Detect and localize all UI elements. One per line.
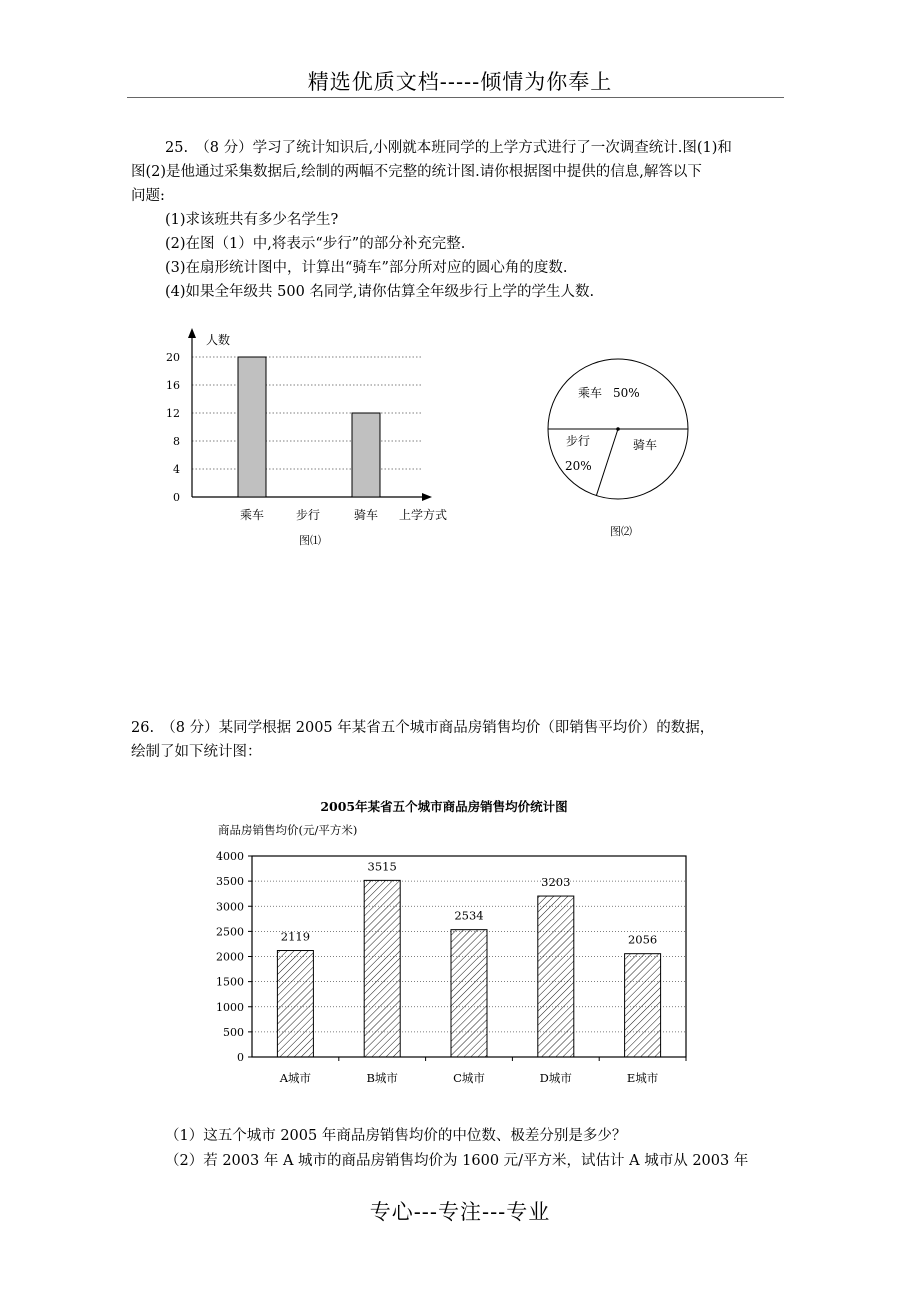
q25-sub3: (3)在扇形统计图中，计算出“骑车”部分所对应的圆心角的度数.	[165, 260, 568, 276]
x-axis-arrow	[422, 493, 432, 501]
q25-sub2: (2)在图（1）中,将表示“步行”的部分补充完整.	[165, 236, 466, 252]
x-axis-label: 上学方式	[399, 508, 448, 522]
data-label: 2534	[454, 908, 484, 923]
q25-sub1: (1)求该班共有多少名学生?	[165, 212, 339, 228]
q26-sub1: （1）这五个城市 2005 年商品房销售均价的中位数、极差分别是多少？	[165, 1128, 627, 1144]
header-rule	[127, 97, 784, 98]
q26-sub2: （2）若 2003 年 A 城市的商品房销售均价为 1600 元/平方米，试估计 A 城市从 2003 年	[165, 1153, 749, 1169]
chart-caption: 图⑴	[299, 534, 321, 547]
x-tick-label: B城市	[366, 1071, 398, 1085]
page-header: 精选优质文档-----倾情为你奉上	[307, 70, 613, 94]
x-tick-label: 骑车	[353, 508, 379, 522]
y-tick-label: 8	[173, 435, 180, 448]
y-tick-label: 0	[237, 1051, 244, 1064]
y-tick-label: 20	[166, 351, 180, 364]
slice-percent: 50%	[613, 386, 640, 400]
y-axis-arrow	[188, 328, 196, 338]
q25-sub4: (4)如果全年级共 500 名同学,请你估算全年级步行上学的学生人数.	[165, 284, 595, 300]
pie-center	[616, 427, 620, 431]
y-axis-label: 商品房销售均价(元/平方米)	[218, 823, 358, 837]
q26-line2: 绘制了如下统计图：	[131, 744, 262, 760]
x-tick-label: A城市	[279, 1071, 312, 1085]
x-tick-label: D城市	[539, 1071, 572, 1085]
bar	[538, 896, 574, 1057]
y-tick-label: 2500	[216, 925, 244, 939]
y-tick-label: 1000	[216, 1000, 244, 1014]
y-tick-label: 16	[166, 379, 180, 392]
chart-title: 2005年某省五个城市商品房销售均价统计图	[320, 799, 568, 814]
chart-caption: 图⑵	[610, 525, 632, 538]
bar	[625, 954, 661, 1057]
x-tick-label: C城市	[453, 1071, 485, 1085]
bar	[364, 880, 400, 1057]
figure-2-pie-chart	[530, 350, 700, 550]
data-label: 2119	[280, 929, 311, 944]
y-tick-label: 3000	[216, 900, 244, 914]
price-bar-chart	[200, 790, 720, 1100]
figure-1-bar-chart	[150, 322, 470, 554]
x-tick-label: E城市	[626, 1071, 659, 1085]
y-tick-label: 4	[173, 463, 180, 476]
slice-label: 骑车	[633, 438, 658, 452]
bar	[238, 357, 266, 497]
x-tick-label: 乘车	[239, 508, 265, 522]
y-tick-label: 3500	[216, 875, 244, 889]
slice-label: 乘车	[578, 386, 603, 400]
page-footer: 专心---专注---专业	[369, 1200, 551, 1224]
y-tick-label: 4000	[216, 850, 244, 863]
y-tick-label: 12	[166, 407, 180, 420]
bar	[277, 951, 313, 1057]
q26-line1: 26. （8 分）某同学根据 2005 年某省五个城市商品房销售均价（即销售平均价）的数据，	[131, 720, 715, 736]
q25-line1: 25. （8 分）学习了统计知识后,小刚就本班同学的上学方式进行了一次调查统计.图(1)和	[165, 140, 732, 156]
bar	[451, 930, 487, 1057]
y-axis-label: 人数	[206, 333, 231, 347]
q25-line2: 图(2)是他通过采集数据后,绘制的两幅不完整的统计图.请你根据图中提供的信息,解答以下	[131, 164, 702, 180]
q25-line3: 问题:	[131, 188, 165, 204]
bar	[352, 413, 380, 497]
data-label: 2056	[627, 932, 658, 947]
slice-label: 步行	[566, 434, 591, 448]
y-tick-label: 0	[173, 491, 180, 504]
slice-percent: 20%	[565, 459, 592, 473]
y-tick-label: 1500	[216, 975, 244, 989]
x-tick-label: 步行	[295, 508, 321, 522]
data-label: 3515	[367, 859, 397, 874]
data-label: 3203	[541, 875, 571, 890]
y-tick-label: 500	[223, 1025, 244, 1039]
y-tick-label: 2000	[216, 950, 244, 964]
